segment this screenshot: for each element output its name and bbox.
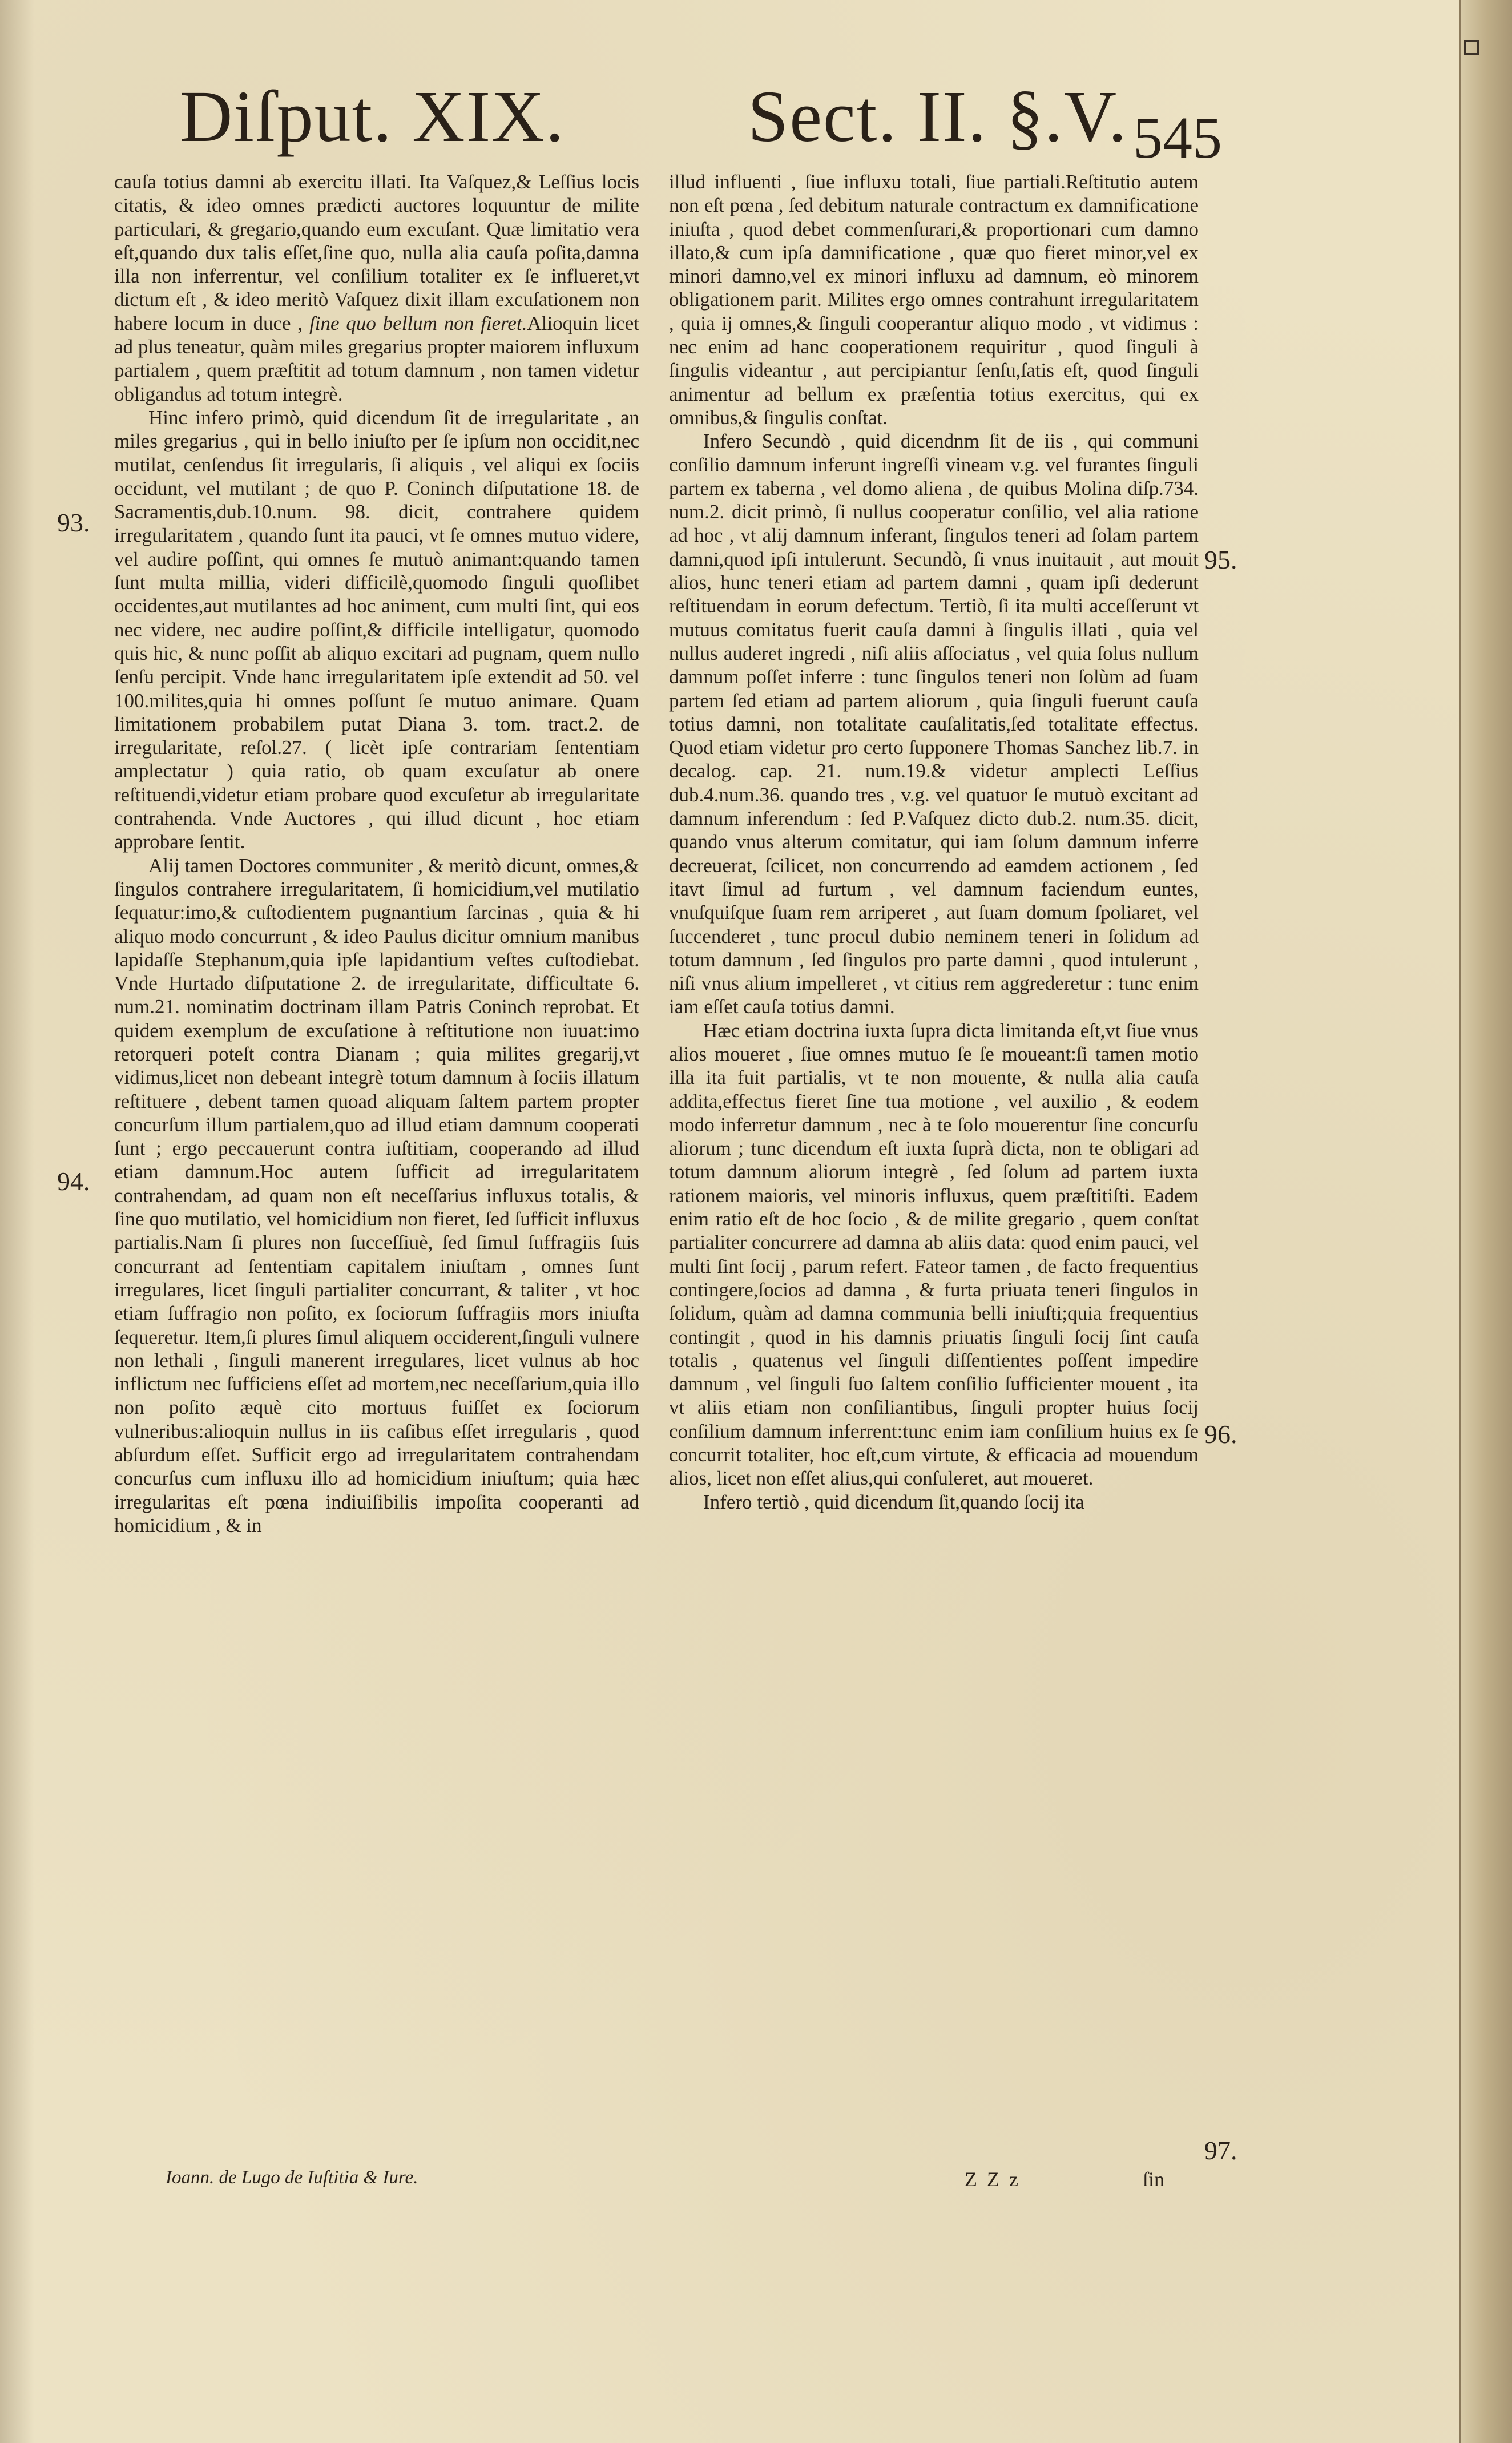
right-paragraph-2: Infero Secundò , quid dicendnm ſit de iis , qui communi conſilio damnum inferunt ingreſſi vineam v.g. vel furantes ſinguli partem ex taberna , vel domo aliena , de quibus Molina diſp.734. num.2. dicit primò, ſi nullus cooperatur conſilio, vel alia ratione ad hoc , vt alij damnum inferant, ſingulos teneri ad ſolam partem damni,quod ipſi intulerunt. Secundò, ſi vnus inuitauit , aut mouit alios, hunc teneri etiam ad partem damni , quam ipſi dederunt reſtituendam in eorum defectum. Tertiò, ſi ita multi acceſſerunt vt mutuus comitatus fuerit cauſa damni à ſingulis illati , quia vel nullus auderet ingredi , niſi aliis aſſociatus , vel quia ſolus nullum damnum poſſet inferre : tunc ſingulos teneri non ſolùm ad ſuam partem ſed etiam ad partem aliorum , quia ſinguli fuerunt cauſa totius damni, non totalitate cauſalitatis,ſed totalitate effectus. Quod etiam videtur pro certo ſupponere Thomas Sanchez lib.7. in decalog. cap. 21. num.19.& videtur amplecti Leſſius dub.4.num.36. quando tres , v.g. vel quatuor ſe mutuò excitant ad damnum inferendum : ſed P.Vaſquez dicto dub.2. num.35. dicit, quando vnus alterum comitatur, qui iam ſolum damnum inferre decreuerat, ſcilicet, non concurrendo ad eamdem actionem , ſed itavt ſimul ad furtum , vel damnum faciendum euntes, vnuſquiſque ſuam rem arriperet , aut ſuam domum ſpoliaret, vel ſuccenderet , tunc procul dubio neminem teneri in ſolidum ad totum damnum , ſed ſingulos pro parte damni , quod intulerunt , niſi vnus alium impelleret , vt citius rem aggrederetur : tunc enim iam eſſet cauſa totius damni. bbox=[669, 430, 1199, 1018]
right-paragraph-1: illud influenti , ſiue influxu totali, ſiue partiali.Reſtitutio autem non eſt pœna , ſed debitum naturale contractum ex damnificatione iniuſta , quod debet commenſurari,& proportionari cum damno illato,& cum ipſa damnificatione , quæ quo fieret minor,vel ex minori damno,vel ex minori influxu ad damnum, eò minorem obligationem parit. Milites ergo omnes contrahunt irregularitatem , quia ij omnes,& ſinguli cooperantur aliquo modo , vt vidimus : nec enim ad hanc cooperationem requiritur , quod ſinguli à ſingulis videantur , aut percipiantur ſenſu,ſatis eſt, quod ſinguli animentur ad bellum ex præſentia totius exercitus, qui ex omnibus,& ſingulis conſtat. bbox=[669, 171, 1199, 429]
binding-gutter bbox=[1461, 0, 1512, 2443]
margin-number-95: 95. bbox=[1204, 545, 1237, 574]
right-text-column bbox=[669, 170, 1199, 1514]
running-head-disputation: Diſput. XIX. bbox=[180, 76, 565, 157]
left-paragraph-2: Hinc infero primò, quid dicendum ſit de irregularitate , an miles gregarius , qui in bello iniuſto per ſe ipſum non occidit,nec mutilat, cenſendus ſit irregularis, ſi aliquis , vel aliqui ex ſociis occidunt, vel mutilant ; de quo P. Coninch diſputatione 18. de Sacramentis,dub.10.num. 98. dicit, contrahere quidem irregularitatem , quando ſunt ita pauci, vt ſe omnes mutuo videre, vel audire poſſint, qui omnes ſe mutuò animant:quando tamen ſunt multa millia, videri difficilè,quomodo ſinguli quoſlibet occidentes,aut mutilantes ad hoc animent, cum multi ſint, qui eos nec videre, nec audire poſſint,& difficile intelligatur, quomodo quis hic, & nunc poſſit ab aliquo excitari ad pugnam, quem nullo ſenſu percipit. Vnde hanc irregularitatem ipſe extendit ad 50. vel 100.milites,quia hi omnes poſſunt ſe mutuo animare. Quam limitationem probabilem putat Diana 3. tom. tract.2. de irregularitate, reſol.27. ( licèt ipſe contrariam ſententiam amplectatur ) quia ratio, ob quam excuſatur ab onere reſtituendi,videtur etiam probare quod excuſetur ab irregularitate contrahenda. Vnde Auctores , qui illud dicunt , hoc etiam approbare ſentit. bbox=[114, 406, 639, 853]
right-paragraph-3: Hæc etiam doctrina iuxta ſupra dicta limitanda eſt,vt ſiue vnus alios moueret , ſiue omnes mutuo ſe ſe moueant:ſi tamen motio illa ita fuit partialis, vt te non mouente, & nulla alia cauſa addita,effectus fieret ſine tua motione , vel auxilio , & eodem modo inferretur damnum , nec à te ſolo mouerentur ſine concurſu aliorum ; tunc dicendum eſt iuxta ſuprà dicta, non te obligari ad totum damnum aliorum integrè , ſed ſolum ad partem iuxta rationem maioris, vel minoris influxus, quem præſtitiſti. Eadem enim ratio eſt de hoc ſocio , & de milite gregario , quem conſtat partialiter concurrere ad damna ab aliis data: quod enim pauci, vel multi ſint ſocij , parum refert. Fateor tamen , de facto frequentius contingere,ſocios ad damna , & furta priuata teneri ſingulos in ſolidum, quàm ad damna communia belli iniuſti;quia frequentius contingit , quod in his damnis priuatis ſinguli ſocij ſint cauſa totalis , quatenus vel ſinguli diſſentientes poſſent impedire damnum , vel ſinguli ſuo ſaltem conſilio ſufficienter mouent , ita vt aliis etiam non conſiliantibus, ſinguli propter huius ſocij conſilium damnum inferrent:tunc enim iam conſilium huius ex ſe concurrit totaliter, hoc eſt,cum virtute, & efficacia ad mouendum alios, licet non eſſet alius,qui conſuleret, aut moueret. bbox=[669, 1019, 1199, 1490]
margin-number-93: 93. bbox=[57, 508, 90, 537]
left-text-column bbox=[114, 170, 639, 1537]
left-paragraph-1-italic: ſine quo bellum non fieret. bbox=[309, 312, 527, 334]
margin-number-97: 97. bbox=[1204, 2136, 1237, 2165]
margin-number-96: 96. bbox=[1204, 1420, 1237, 1449]
left-paragraph-1-tail: Alioquin licet ad plus teneatur, quàm miles gregarius propter maiorem influxum partialem , quem præſtitit ad totum damnum , non tamen videtur obligandus ad totum integrè. bbox=[114, 312, 639, 405]
page-number: 545 bbox=[1133, 105, 1222, 171]
left-paragraph-1-text: cauſa totius damni ab exercitu illati. Ita Vaſquez,& Leſſius locis citatis, & ideo omnes prædicti auctores loquuntur de milite particulari, & gregario,quando eum excuſant. Quæ limitatio vera eſt,quando dux talis eſſet,ſine quo, nulla alia cauſa poſita,damna illa non inferrentur, vel conſilium totaliter ex ſe influeret,vt dictum eſt , & ideo meritò Vaſquez dixit illam excuſationem non habere locum in duce , bbox=[114, 171, 639, 334]
catchword: ſin bbox=[1143, 2168, 1165, 2191]
signature-mark: Z Z z bbox=[965, 2168, 1021, 2191]
left-paragraph-1 bbox=[114, 170, 639, 406]
margin-number-94: 94. bbox=[57, 1167, 90, 1196]
right-paragraph-4: Infero tertiò , quid dicendum ſit,quando ſocij ita bbox=[703, 1490, 1084, 1513]
running-head-section: Sect. II. §.V. bbox=[748, 76, 1128, 157]
footer-author-title: Ioann. de Lugo de Iuſtitia & Iure. bbox=[166, 2167, 418, 2188]
corner-mark bbox=[1464, 40, 1479, 55]
left-paragraph-3: Alij tamen Doctores communiter , & meritò dicunt, omnes,& ſingulos contrahere irregularitatem, ſi homicidium,vel mutilatio ſequatur:imo,& cuſtodientem pugnantium ſarcinas , quia & hi aliquo modo concurrunt , & ideo Paulus dicitur omnium manibus lapidaſſe Stephanum,quia ipſe lapidantium veſtes cuſtodiebat. Vnde Hurtado diſputatione 2. de irregularitate, difficultate 6. num.21. nominatim doctrinam illam Patris Coninch reprobat. Et quidem exemplum de excuſatione à reſtitutione non iuuat:imo retorqueri poteſt contra Dianam ; quia milites gregarij,vt vidimus,licet non debeant integrè totum damnum à ſociis illatum reſtituere , debent tamen quoad aliquam ſaltem partem propter concurſum illum partialem,quo ad illud etiam damnum cooperati ſunt ; ergo peccauerunt contra iuſtitiam, cooperando ad illud etiam damnum.Hoc autem ſufficit ad irregularitatem contrahendam, ad quam non eſt neceſſarius influxus totalis, & ſine quo mutilatio, vel homicidium non fieret, ſed ſufficit influxus partialis.Nam ſi plures non ſucceſſiuè, ſed ſimul ſuffragiis ſuis concurrant ad ſententiam capitalem iniuſtam , omnes ſunt irregulares, licet ſinguli partialiter concurrant, & taliter , vt hoc etiam ſuffragio non poſito, ex ſociorum ſuffragiis mors iniuſta ſequeretur. Item,ſi plures ſimul aliquem occiderent,ſinguli vulnere non lethali , ſinguli manerent irregulares, licet vulnus ab hoc inflictum nec ſufficiens eſſet ad mortem,nec neceſſarium,quia illo non poſito æquè cito mortuus fuiſſet ex ſociorum vulneribus:alioquin nullus in iis caſibus eſſet irregularis , quod abſurdum eſſet. Sufficit ergo ad irregularitatem contrahendam concurſus cum influxu illo ad homicidium iniuſtum; quia hæc irregularitas eſt pœna indiuiſibilis impoſita cooperanti ad homicidium , & in bbox=[114, 854, 639, 1537]
